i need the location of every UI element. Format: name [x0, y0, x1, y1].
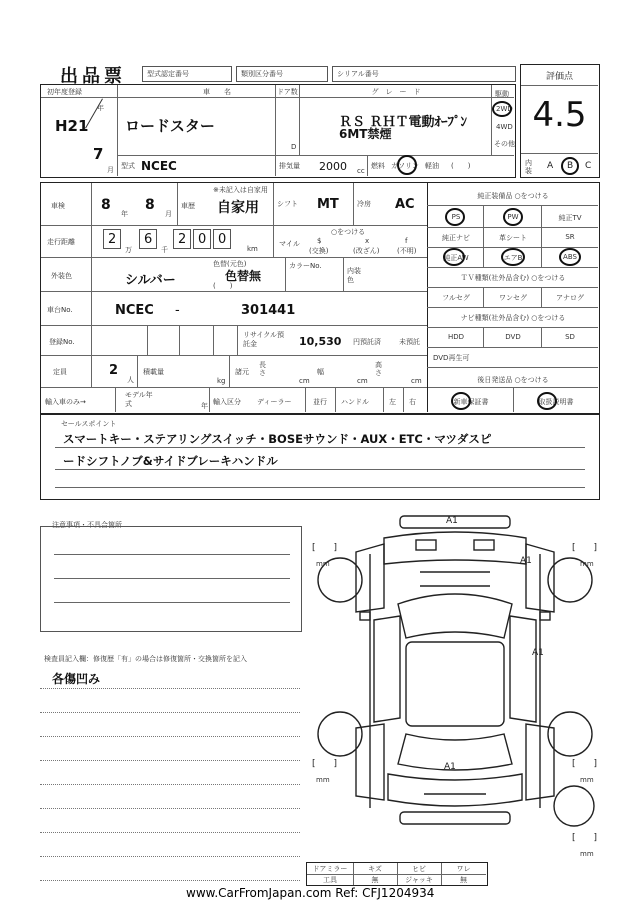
score-value: 4.5: [532, 95, 587, 135]
vehicle-basic-box: 初年度登録 年 H21 7 月 車 名 ロードスター ドア数 D グ レ ー ド ＲＳ ＲＨＴ電動ｵｰﾌﾟﾝ 6MT禁煙 駆動 2WD 4WD その他 型式 NCEC 排気量 2000 cc 燃料 ガソリン 軽油 ( ): [40, 84, 516, 178]
model-cert-box: 型式認定番号: [142, 66, 232, 82]
details-box: 車検 8 年 8 月 車歴 ※未記入は自家用 自家用 シフト MT 冷房 AC 走行距離 2 万 6 千 2 0 0 km マイル ○をつける $ (交換) x (改ざん) f (不明) 外装色 シルバー 色替(元色) 色替無 ( ) カラーNo. 内装色 車台No. NCEC - 301441 登録No. リサイクル預託金 10,530 円預託済 未預託 定員 2 人 積載量 kg 諸元 長さ cm 幅 cm 高さ cm 輸入車のみ→ モデル年式 年 輸入区分 ディーラー 並行 ハンドル 左 右 純正装備品 ○をつける PS PW 純正TV 純正ナビ 革シート SR 純正AW エアB ABS ＴＶ種類(社外品含む) ○をつける フルセグ ワンセグ アナログ ナビ種類(社外品含む) ○をつける HDD DVD SD DVD再生可 後日発送品 ○をつける 新車保証書 取扱説明書: [40, 182, 600, 414]
model: NCEC: [141, 159, 177, 173]
damage-mark-right-front: A1: [520, 556, 532, 566]
category-box: 類別区分番号: [236, 66, 328, 82]
car-damage-diagram: [300, 508, 610, 858]
color-value: シルバー: [125, 273, 176, 288]
watermark: www.CarFromJapan.com Ref: CFJ1204934: [186, 886, 435, 900]
sales-points-box: セールスポイント スマートキー・ステアリングスイッチ・BOSEサウンド・AUX・ETC・マツダスピ ードシフトノブ&サイドブレーキハンドル: [40, 414, 600, 500]
inspector-label: 検査員記入欄：修復歴「有」の場合は修復箇所・交換箇所を記入: [44, 655, 247, 663]
drive-2wd-circle: [492, 101, 512, 117]
inspector-note: 各傷凹み: [52, 672, 101, 686]
car-name: ロードスター: [125, 117, 215, 135]
first-reg-year: H21: [55, 117, 89, 135]
damage-mark-rear: A1: [444, 762, 456, 772]
legend-table: ドアミラー キズ ヒビ ワレ 工具 無 ジャッキ 無: [306, 862, 488, 886]
chassis-no: 301441: [241, 303, 296, 318]
first-reg-month: 7: [93, 145, 104, 163]
grade-line2: 6MT禁煙: [339, 127, 392, 141]
sales-line2: ードシフトノブ&サイドブレーキハンドル: [63, 454, 278, 468]
sales-line1: スマートキー・ステアリングスイッチ・BOSEサウンド・AUX・ETC・マツダスピ: [63, 432, 492, 446]
displacement: 2000: [319, 160, 347, 173]
use-value: 自家用: [217, 200, 259, 216]
score-box: 評価点 4.5 内装 A B C: [520, 64, 600, 178]
page-title: 出品票: [60, 66, 126, 87]
serial-box: シリアル番号: [332, 66, 516, 82]
interior-b-circle: [561, 157, 579, 175]
damage-mark-right-door: A1: [532, 648, 544, 658]
fuel-gas-circle: [397, 155, 417, 175]
caution-label: 注意事項・不具合箇所: [52, 521, 122, 529]
grade-line1: ＲＳ ＲＨＴ電動ｵｰﾌﾟﾝ: [339, 115, 468, 130]
damage-mark-top: A1: [446, 516, 458, 526]
caution-box: [40, 526, 302, 632]
